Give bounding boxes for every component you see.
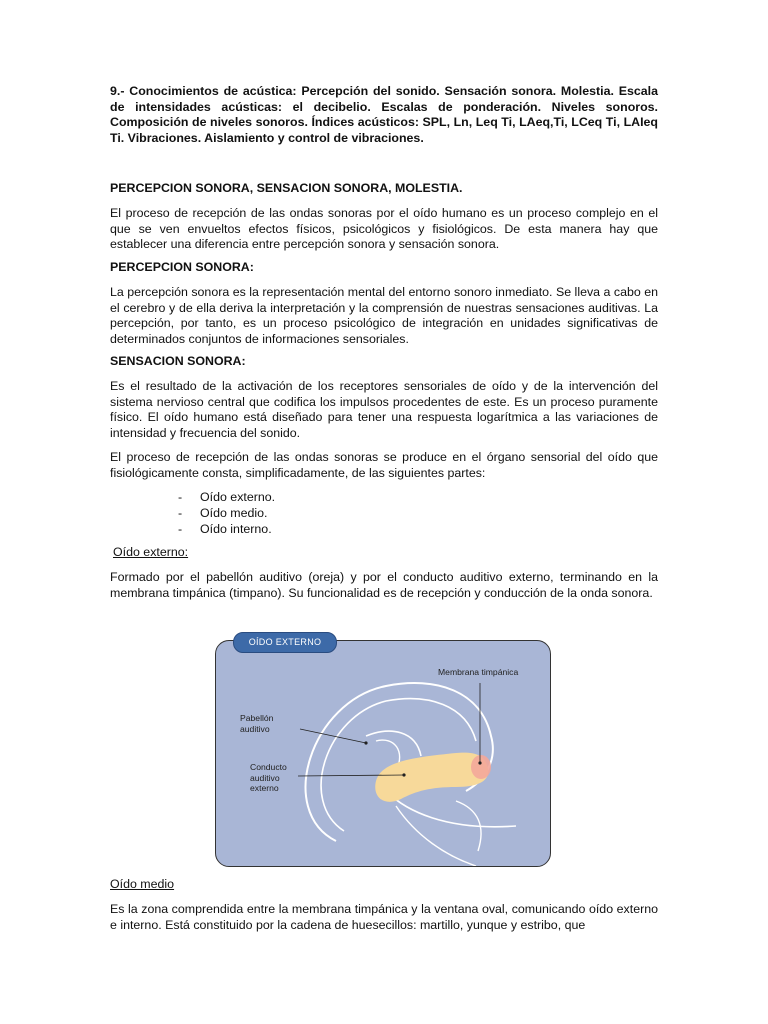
paragraph-medio: Es la zona comprendida entre la membrana timpánica y la ventana oval, comunicando oído externo e interno. Está constituido por la cadena de huesecillos: martillo, yunque y estribo, que — [110, 902, 658, 932]
label-pabellon: Pabellón auditivo — [240, 713, 274, 734]
heading-percepcion: PERCEPCION SONORA: — [110, 260, 254, 274]
paragraph-percepcion: La percepción sonora es la representación mental del entorno sonoro inmediato. Se lleva a cabo en el cerebro y de ella deriva la interpretación y la comprensión de nuestras sensaciones auditivas. La percepción, por tanto, es un proceso psicológico de integración en unidades significativas de determinados conjuntos de informaciones sensoriales. — [110, 285, 658, 346]
parts-list — [178, 489, 275, 537]
subheading-medio: Oído medio — [110, 877, 175, 891]
heading-sensacion: SENSACION SONORA: — [110, 354, 246, 368]
paragraph-intro: El proceso de recepción de las ondas sonoras por el oído humano es un proceso complejo en el que se ven envueltos efectos físicos, psicológicos y fisiológicos. De esta manera hay que establecer una diferencia entre percepción sonora y sensación sonora. — [110, 206, 658, 251]
list-dash: - — [178, 506, 183, 520]
list-item-text: Oído medio. — [200, 506, 268, 520]
list-dash: - — [178, 522, 183, 536]
list-item-text: Oído interno. — [200, 522, 272, 536]
label-membrana: Membrana timpánica — [438, 667, 519, 677]
list-item-text: Oído externo. — [200, 490, 276, 504]
heading-main: PERCEPCION SONORA, SENSACION SONORA, MOLESTIA. — [110, 181, 463, 195]
list-item — [178, 505, 275, 521]
paragraph-sensacion: Es el resultado de la activación de los receptores sensoriales de oído y de la intervención del sistema nervioso central que codifica los impulsos procedentes de este. Es un proceso puramente físico. El oído humano está diseñado para tener una respuesta logarítmica a las variaciones de intensidad y frecuencia del sonido. — [110, 379, 658, 440]
list-item — [178, 521, 275, 537]
list-dash: - — [178, 490, 183, 504]
figure-tag: OÍDO EXTERNO — [233, 632, 337, 653]
paragraph-externo: Formado por el pabellón auditivo (oreja) y por el conducto auditivo externo, terminando en la membrana timpánica (timpano). Su funcionalidad es de recepción y conducción de la onda sonora. — [110, 570, 658, 600]
label-conducto: Conducto auditivo externo — [250, 762, 287, 793]
section-title: 9.- Conocimientos de acústica: Percepción del sonido. Sensación sonora. Molestia. Escala de intensidades acústicas: el decibelio. Escalas de ponderación. Niveles sonoros. Composición de niveles sonoros. Índices acústicos: SPL, Ln, Leq Ti, LAeq,Ti, LCeq Ti, LAIeq Ti. Vibraciones. Aislamiento y control de vibraciones. — [110, 84, 658, 145]
list-item — [178, 489, 275, 505]
subheading-externo: Oído externo: — [113, 545, 189, 559]
paragraph-partes: El proceso de recepción de las ondas sonoras se produce en el órgano sensorial del oído que fisiológicamente consta, simplificadamente, de las siguientes partes: — [110, 450, 658, 480]
